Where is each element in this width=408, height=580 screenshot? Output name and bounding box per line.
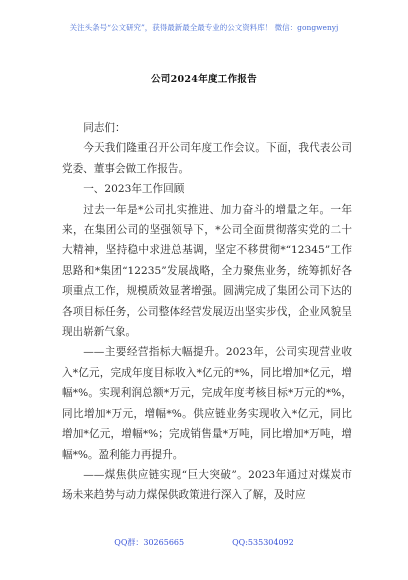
document-title: 公司2024年度工作报告	[150, 74, 258, 85]
footer-contact	[0, 537, 408, 548]
document-body	[62, 118, 352, 506]
footer-qq-group: QQ群：30265665	[114, 538, 185, 547]
salutation: 同志们：	[83, 122, 126, 134]
footer-qq: QQ:535304092	[232, 538, 294, 547]
section-heading: 一、2023年工作回顾	[83, 183, 185, 196]
paragraph-supply-chain: ——煤焦供应链实现“巨大突破”。2023年通过对煤炭市场未来趋势与动力煤保供政策进行深入了解，及时应	[62, 468, 352, 502]
paragraph-indicators: ——主要经营指标大幅提升。2023年，公司实现营业收入*亿元，完成年度目标收入*亿元的*%，同比增加*亿元，增幅*%。实现利润总额*万元，完成年度考核目标*万元的*%，同比增加*万元，增幅*%。供应链业务实现收入*亿元，同比增加*亿元，增幅*%；完成销售量*万吨，同比增加*万吨，增幅*%。盈利能力再提升。	[62, 346, 352, 461]
header-banner: 关注头条号“公文研究”，获得最新最全最专业的公文资料库！ 微信：gongwenyj	[69, 23, 339, 32]
paragraph-review: 过去一年是*公司扎实推进、加力奋斗的增量之年。一年来，在集团公司的坚强领导下，*公司全面贯彻落实党的二十大精神，坚持稳中求进总基调，坚定不移贯彻*“12345”工作思路和*集团“12235”发展战略，全力聚焦业务，统筹抓好各项重点工作，规模质效显著增强。圆满完成了集团公司下达的各项目标任务，公司整体经营发展迈出坚实步伐，企业风貌呈现出崭新气象。	[62, 203, 352, 339]
paragraph-intro: 今天我们隆重召开公司年度工作会议。下面，我代表公司党委、董事会做工作报告。	[62, 142, 352, 175]
